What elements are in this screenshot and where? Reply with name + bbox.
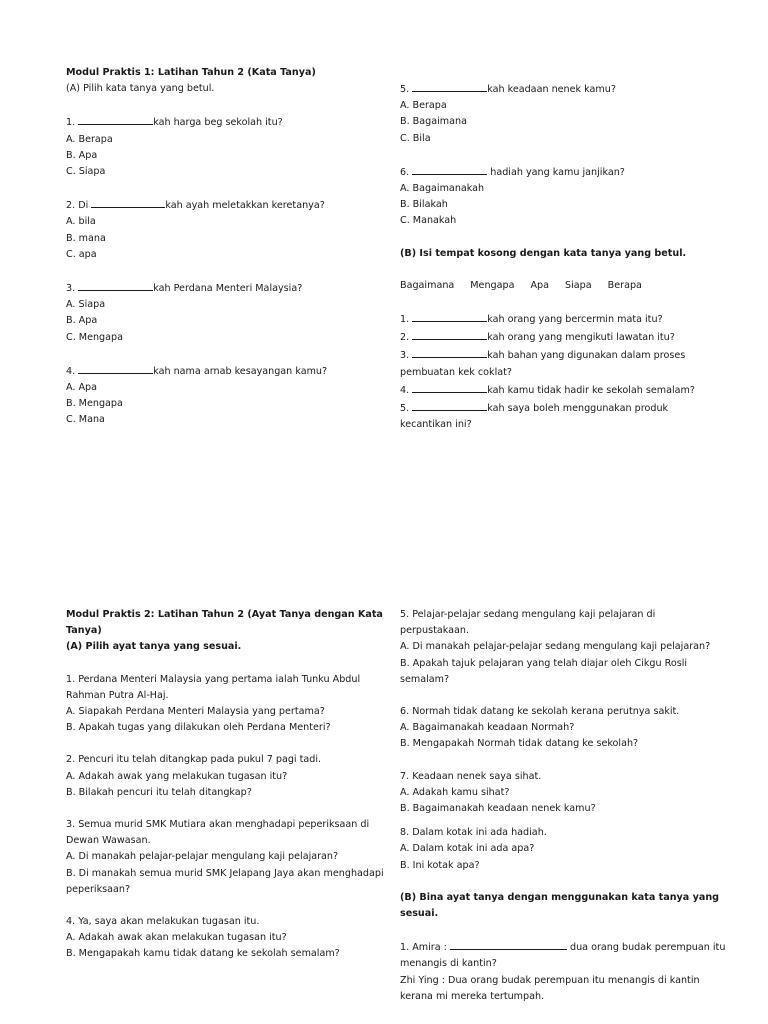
m2-q3-option-b-line2: peperiksaan? <box>66 883 131 895</box>
m1-q6-option-b: B. Bilakah <box>400 199 448 211</box>
m2-q6-option-a: A. Bagaimanakah keadaan Normah? <box>400 722 575 734</box>
m2-q1-line2: Rahman Putra Al-Haj. <box>66 689 169 701</box>
answer-blank <box>78 279 153 291</box>
modul1-right-column <box>400 80 695 433</box>
word-bank-item: Mengapa <box>470 279 515 291</box>
m2b-q1-line4: kerana mi mereka tertumpah. <box>400 990 545 1002</box>
m2-q5-line2: perpustakaan. <box>400 625 470 637</box>
m1-q6-stem: 6. hadiah yang kamu janjikan? <box>400 163 695 181</box>
answer-blank <box>412 346 487 358</box>
m2-q1-option-a: A. Siapakah Perdana Menteri Malaysia yang pertama? <box>66 706 325 718</box>
modul1-partB-instruction: (B) Isi tempat kosong dengan kata tanya yang betul. <box>400 247 687 259</box>
modul2-right-column <box>400 607 725 1005</box>
m1-q3-option-b: B. Apa <box>66 315 98 327</box>
m1-q6-option-c: C. Manakah <box>400 215 457 227</box>
m1b-q5-continued: kecantikan ini? <box>400 419 472 431</box>
m2-q6-option-b: B. Mengapakah Normah tidak datang ke sekolah? <box>400 738 639 750</box>
answer-blank <box>412 328 487 340</box>
word-bank <box>400 278 695 294</box>
m1-q6-option-a: A. Bagaimanakah <box>400 183 485 195</box>
m1b-q4: 4. kah kamu tidak hadir ke sekolah semalam? <box>400 381 695 399</box>
m1-q1-stem: 1. kah harga beg sekolah itu? <box>66 113 327 131</box>
modul1-title: Modul Praktis 1: Latihan Tahun 2 (Kata Tanya) <box>66 67 316 78</box>
m2-q5-line1: 5. Pelajar-pelajar sedang mengulang kaji pelajaran di <box>400 609 656 620</box>
m2-q3-option-b-line1: B. Di manakah semua murid SMK Jelapang Jaya akan menghadapi <box>66 867 384 879</box>
m1-q2-option-b: B. mana <box>66 232 106 244</box>
m2-q8-option-a: A. Dalam kotak ini ada apa? <box>400 843 535 855</box>
answer-blank <box>412 399 487 411</box>
answer-blank <box>91 196 165 208</box>
modul2-partA-instruction: (A) Pilih ayat tanya yang sesuai. <box>66 641 242 653</box>
word-bank-item: Apa <box>530 279 550 291</box>
m1-q4-stem: 4. kah nama arnab kesayangan kamu? <box>66 362 327 380</box>
m1b-q3: 3. kah bahan yang digunakan dalam proses <box>400 346 695 364</box>
m1-q1-option-c: C. Siapa <box>66 166 106 178</box>
m1-q2-option-a: A. bila <box>66 216 96 228</box>
m2-q6-line1: 6. Normah tidak datang ke sekolah kerana perutnya sakit. <box>400 706 680 718</box>
word-bank-item: Siapa <box>565 279 592 291</box>
m1b-q2: 2. kah orang yang mengikuti lawatan itu? <box>400 328 695 346</box>
m2-q5-option-a: A. Di manakah pelajar-pelajar sedang mengulang kaji pelajaran? <box>400 641 711 653</box>
m2-q2-line1: 2. Pencuri itu telah ditangkap pada pukul 7 pagi tadi. <box>66 754 322 766</box>
m2-q3-line2: Dewan Wawasan. <box>66 835 151 847</box>
m2-q4-line1: 4. Ya, saya akan melakukan tugasan itu. <box>66 916 260 928</box>
answer-blank <box>412 310 487 322</box>
m2-q5-option-b-line2: semalam? <box>400 673 450 685</box>
m2-q7-line1: 7. Keadaan nenek saya sihat. <box>400 770 542 782</box>
modul2-title-line2: Tanya) <box>66 625 102 637</box>
m1b-q1: 1. kah orang yang bercermin mata itu? <box>400 310 695 328</box>
m1-q4-option-b: B. Mengapa <box>66 398 123 410</box>
m1-q3-stem: 3. kah Perdana Menteri Malaysia? <box>66 279 327 297</box>
m2-q2-option-b: B. Bilakah pencuri itu telah ditangkap? <box>66 786 252 798</box>
word-bank-item: Bagaimana <box>400 279 455 291</box>
m1-q5-option-c: C. Bila <box>400 132 431 144</box>
answer-blank <box>78 362 153 374</box>
answer-blank <box>412 381 487 393</box>
m1-q3-option-c: C. Mengapa <box>66 331 123 343</box>
m2b-q1-line2: menangis di kantin? <box>400 958 497 970</box>
m1-q1-option-b: B. Apa <box>66 149 98 161</box>
m2-q3-line1: 3. Semua murid SMK Mutiara akan menghadapi peperiksaan di <box>66 819 370 831</box>
answer-blank <box>412 163 487 175</box>
m1-q2-stem: 2. Di kah ayah meletakkan keretanya? <box>66 196 327 214</box>
modul2-title-line1: Modul Praktis 2: Latihan Tahun 2 (Ayat Tanya dengan Kata <box>66 609 383 620</box>
modul1-left-column <box>66 65 327 429</box>
answer-blank <box>412 80 487 92</box>
m2-q2-option-a: A. Adakah awak yang melakukan tugasan itu? <box>66 770 288 782</box>
m1-q2-option-c: C. apa <box>66 248 97 260</box>
modul2-partB-instruction-line2: sesuai. <box>400 908 439 920</box>
m2-q5-option-b-line1: B. Apakah tajuk pelajaran yang telah diajar oleh Cikgu Rosli <box>400 657 688 669</box>
m2-q8-line1: 8. Dalam kotak ini ada hadiah. <box>400 827 547 839</box>
modul2-left-column <box>66 607 384 963</box>
m1b-q5: 5. kah saya boleh menggunakan produk <box>400 399 695 417</box>
m1-q5-stem: 5. kah keadaan nenek kamu? <box>400 80 695 98</box>
m1-q5-option-b: B. Bagaimana <box>400 116 467 128</box>
m2-q4-option-b: B. Mengapakah kamu tidak datang ke sekolah semalam? <box>66 948 340 960</box>
m2-q3-option-a: A. Di manakah pelajar-pelajar mengulang kaji pelajaran? <box>66 851 339 863</box>
m1b-q3-continued: pembuatan kek coklat? <box>400 366 512 378</box>
m2b-q1-line1: 1. Amira : dua orang budak perempuan itu <box>400 938 725 956</box>
m1-q1-option-a: A. Berapa <box>66 133 113 145</box>
word-bank-item: Berapa <box>607 279 642 291</box>
m1-q3-option-a: A. Siapa <box>66 299 106 311</box>
modul2-partB-instruction-line1: (B) Bina ayat tanya dengan menggunakan kata tanya yang <box>400 891 720 903</box>
m2-q1-line1: 1. Perdana Menteri Malaysia yang pertama ialah Tunku Abdul <box>66 673 361 685</box>
m2-q1-option-b: B. Apakah tugas yang dilakukan oleh Perdana Menteri? <box>66 722 331 734</box>
m2-q7-option-b: B. Bagaimanakah keadaan nenek kamu? <box>400 803 596 815</box>
answer-blank <box>450 938 567 950</box>
m1-q5-option-a: A. Berapa <box>400 100 447 112</box>
m2-q7-option-a: A. Adakah kamu sihat? <box>400 786 510 798</box>
modul1-partA-instruction: (A) Pilih kata tanya yang betul. <box>66 83 215 95</box>
m1-q4-option-a: A. Apa <box>66 382 98 394</box>
m2-q4-option-a: A. Adakah awak akan melakukan tugasan itu? <box>66 932 287 944</box>
m1-q4-option-c: C. Mana <box>66 414 105 426</box>
m2b-q1-line3: Zhi Ying : Dua orang budak perempuan itu menangis di kantin <box>400 974 700 986</box>
m2-q8-option-b: B. Ini kotak apa? <box>400 859 480 871</box>
answer-blank <box>78 113 153 125</box>
